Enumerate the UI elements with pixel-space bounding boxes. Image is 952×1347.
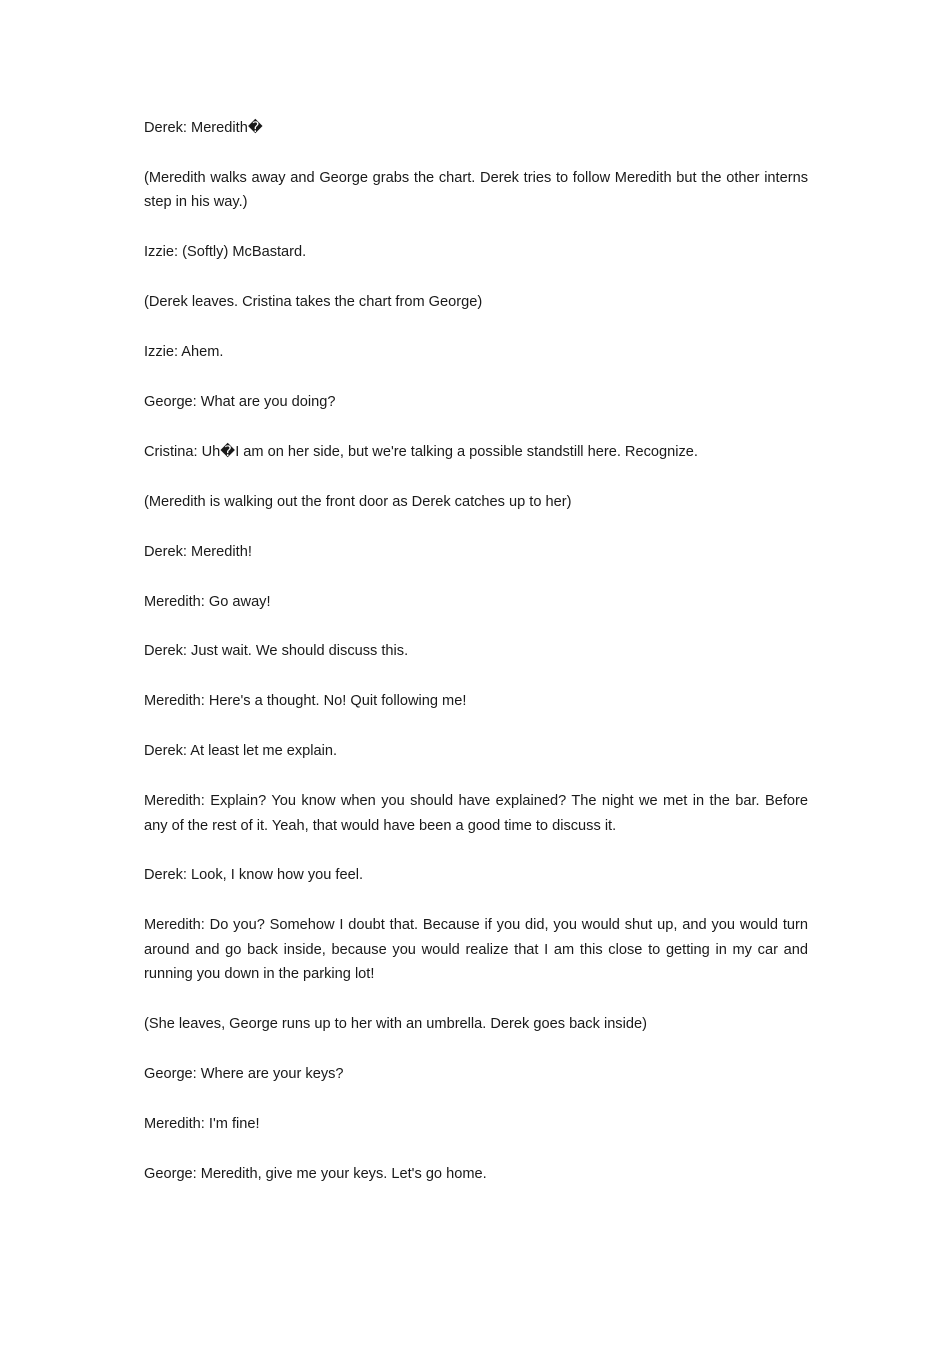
script-line: George: Where are your keys? [144,1066,344,1083]
script-line: Izzie: Ahem. [144,344,224,361]
script-line: Izzie: (Softly) McBastard. [144,244,307,261]
stage-direction: (She leaves, George runs up to her with an umbrella. Derek goes back inside) [144,1016,647,1033]
script-line: Meredith: Go away! [144,593,271,610]
script-line: George: What are you doing? [144,393,336,410]
script-line: Derek: Meredith! [144,543,252,560]
script-text [144,116,808,1212]
stage-direction: (Meredith walks away and George grabs the chart. Derek tries to follow Meredith but the other interns step in his way.) [144,169,808,211]
script-line: Derek: Just wait. We should discuss this. [144,643,409,660]
stage-direction: (Derek leaves. Cristina takes the chart from George) [144,294,483,311]
script-line: Cristina: Uh�I am on her side, but we're talking a possible standstill here. Recognize. [144,443,698,460]
script-line: Derek: Look, I know how you feel. [144,867,364,884]
script-line: Meredith: Explain? You know when you should have explained? The night we met in the bar. Before any of the rest of it. Yeah, that would have been a good time to discuss it. [144,793,808,834]
script-line: Derek: Meredith� [144,120,263,136]
script-line: Meredith: Do you? Somehow I doubt that. Because if you did, you would shut up, and you would turn around and go back inside, because you would realize that I am this close to getting in my car and running you down in the parking lot! [144,917,808,983]
stage-direction: (Meredith is walking out the front door as Derek catches up to her) [144,493,572,510]
script-line: Derek: At least let me explain. [144,743,338,760]
script-line: George: Meredith, give me your keys. Let's go home. [144,1165,487,1182]
script-line: Meredith: I'm fine! [144,1116,260,1133]
script-line: Meredith: Here's a thought. No! Quit following me! [144,693,467,710]
